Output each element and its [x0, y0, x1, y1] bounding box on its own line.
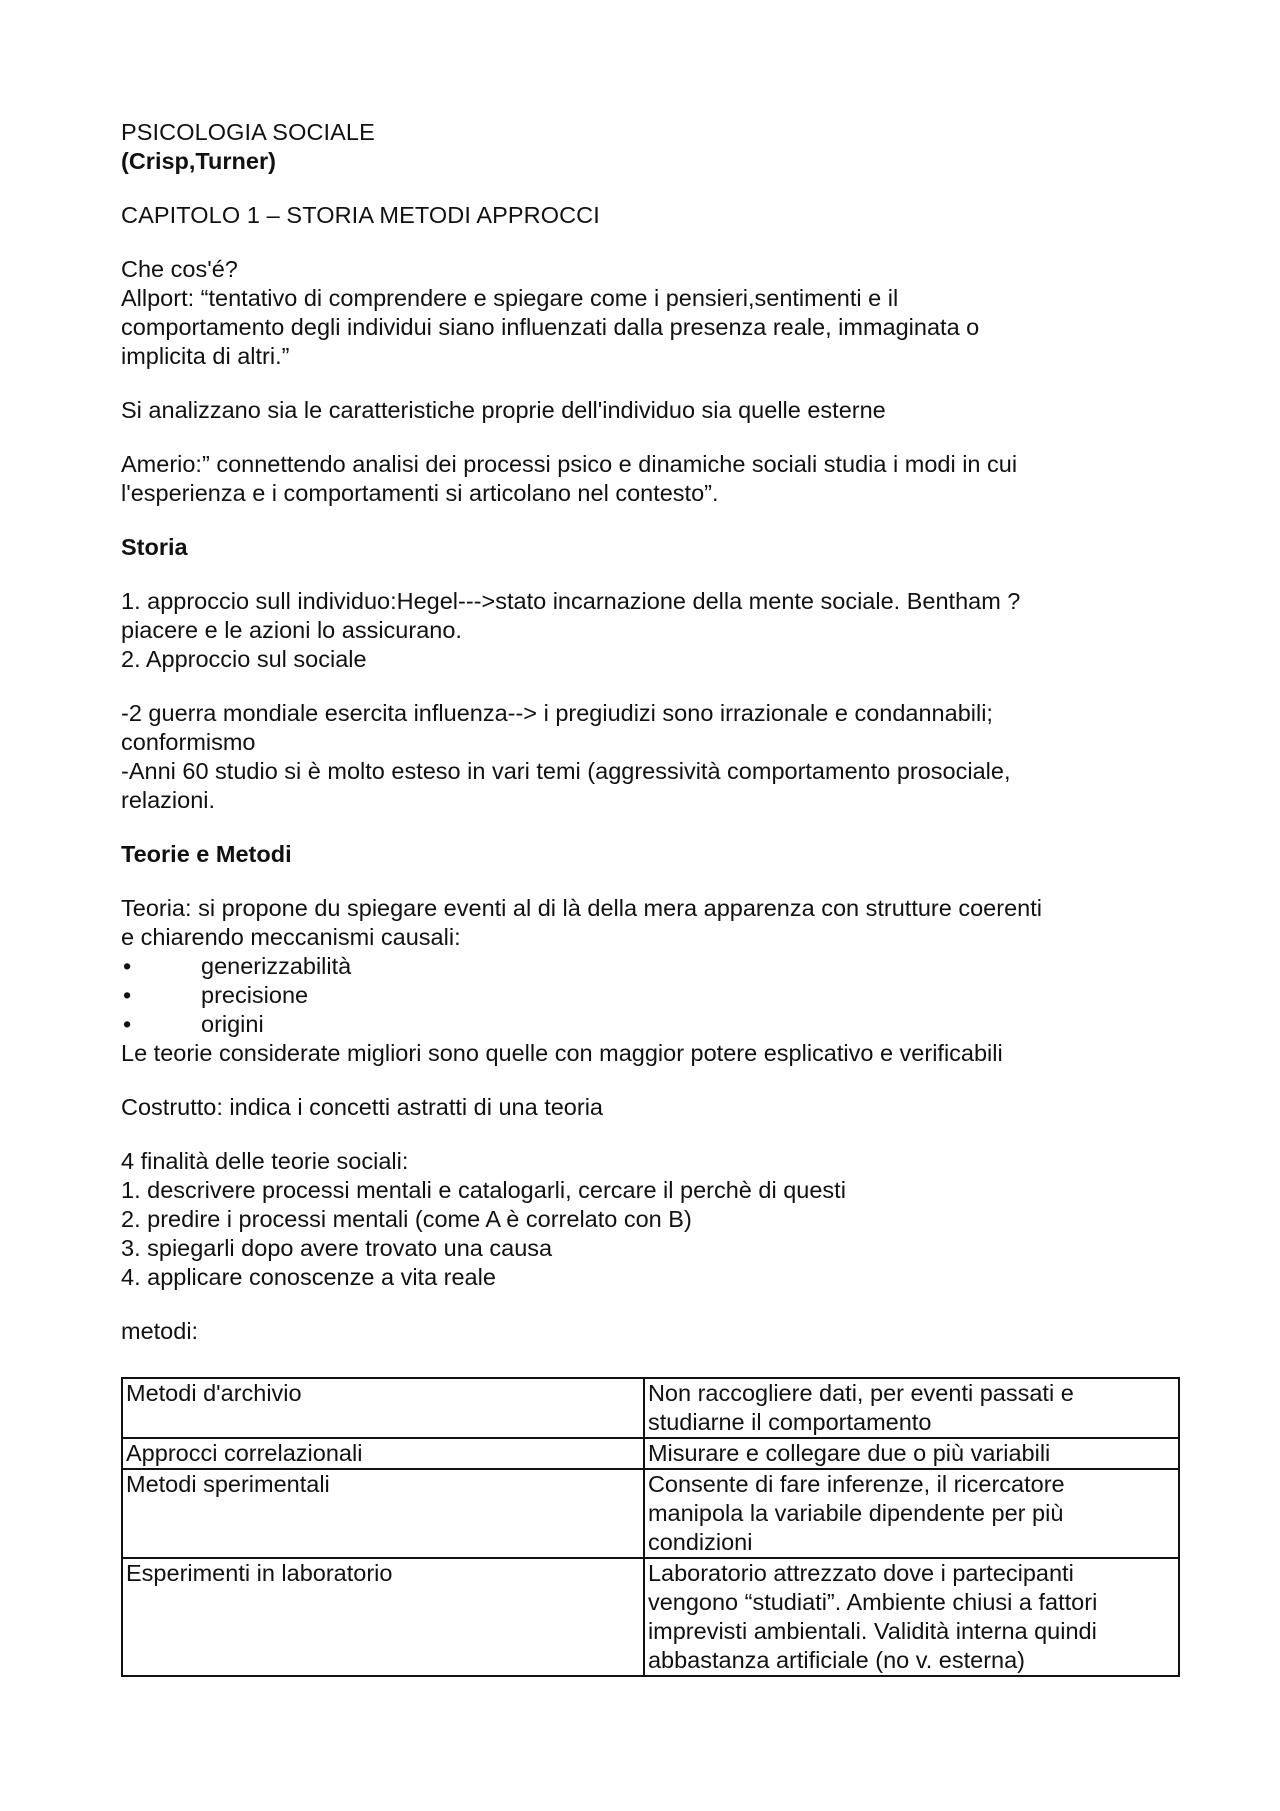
finalita-item: 2. predire i processi mentali (come A è correlato con B) — [121, 1206, 692, 1232]
teoria-definition-line: Teoria: si propone du spiegare eventi al di là della mera apparenza con strutture coerenti — [121, 895, 1042, 921]
costrutto-sentence: Costrutto: indica i concetti astratti di una teoria — [121, 1094, 603, 1120]
list-item — [121, 981, 1181, 1010]
bullet-icon: • — [123, 982, 132, 1008]
storia-note-line: -Anni 60 studio si è molto esteso in vari temi (aggressività comportamento prosociale, — [121, 758, 1011, 784]
storia-note-line: relazioni. — [121, 787, 216, 813]
description-line: imprevisti ambientali. Validità interna quindi — [647, 1618, 1097, 1644]
document-title: PSICOLOGIA SOCIALE — [121, 119, 375, 145]
analysis-paragraph: Si analizzano sia le caratteristiche proprie dell'individuo sia quelle esterne — [121, 397, 886, 423]
document-page — [121, 118, 1181, 1677]
allport-quote-line: Allport: “tentativo di comprendere e spiegare come i pensieri,sentimenti e il — [121, 285, 899, 311]
list-item-label: precisione — [201, 982, 309, 1008]
allport-quote-line: implicita di altri.” — [121, 343, 290, 369]
finalita-item: 1. descrivere processi mentali e catalogarli, cercare il perchè di questi — [121, 1177, 846, 1203]
metodi-label: metodi: — [121, 1318, 199, 1344]
description-line: abbastanza artificiale (no v. esterna) — [647, 1647, 1026, 1673]
methods-table — [121, 1377, 1180, 1677]
table-row — [122, 1558, 1179, 1676]
intro-question: Che cos'é? — [121, 256, 238, 282]
description-line: Misurare e collegare due o più variabili — [647, 1440, 1051, 1466]
method-cell: Approcci correlazionali — [122, 1438, 644, 1469]
finalita-item: 4. applicare conoscenze a vita reale — [121, 1264, 496, 1290]
description-cell — [644, 1558, 1179, 1676]
table-row — [122, 1378, 1179, 1438]
description-line: Consente di fare inferenze, il ricercatore — [647, 1471, 1065, 1497]
storia-heading: Storia — [121, 534, 188, 560]
list-item-label: generizzabilità — [201, 953, 352, 979]
description-line: studiarne il comportamento — [647, 1409, 932, 1435]
teorie-best-sentence: Le teorie considerate migliori sono quelle con maggior potere esplicativo e verificabili — [121, 1040, 1003, 1066]
description-line: Laboratorio attrezzato dove i partecipanti — [647, 1560, 1074, 1586]
list-item — [121, 952, 1181, 981]
description-cell — [644, 1438, 1179, 1469]
description-line: vengono “studiati”. Ambiente chiusi a fattori — [647, 1589, 1098, 1615]
finalita-intro: 4 finalità delle teorie sociali: — [121, 1148, 409, 1174]
amerio-quote-line: l'esperienza e i comportamenti si articolano nel contesto”. — [121, 480, 719, 506]
table-row — [122, 1469, 1179, 1558]
bullet-icon: • — [123, 1011, 132, 1037]
finalita-item: 3. spiegarli dopo avere trovato una causa — [121, 1235, 553, 1261]
method-cell: Metodi d'archivio — [122, 1378, 644, 1438]
description-cell — [644, 1469, 1179, 1558]
method-cell: Metodi sperimentali — [122, 1469, 644, 1558]
teorie-heading: Teorie e Metodi — [121, 841, 292, 867]
table-row — [122, 1438, 1179, 1469]
bullet-icon: • — [123, 953, 132, 979]
storia-note-line: conformismo — [121, 729, 256, 755]
storia-point-line: 2. Approccio sul sociale — [121, 646, 367, 672]
description-cell — [644, 1378, 1179, 1438]
list-item — [121, 1010, 1181, 1039]
storia-point-line: piacere e le azioni lo assicurano. — [121, 617, 462, 643]
storia-note-line: -2 guerra mondiale esercita influenza--> i pregiudizi sono irrazionale e condannabili; — [121, 700, 993, 726]
description-line: condizioni — [647, 1529, 753, 1555]
amerio-quote-line: Amerio:” connettendo analisi dei processi psico e dinamiche sociali studia i modi in cui — [121, 451, 1018, 477]
method-cell: Esperimenti in laboratorio — [122, 1558, 644, 1676]
description-line: Non raccogliere dati, per eventi passati e — [647, 1380, 1074, 1406]
list-item-label: origini — [201, 1011, 264, 1037]
allport-quote-line: comportamento degli individui siano influenzati dalla presenza reale, immaginata o — [121, 314, 980, 340]
description-line: manipola la variabile dipendente per più — [647, 1500, 1064, 1526]
chapter-title: CAPITOLO 1 – STORIA METODI APPROCCI — [121, 202, 600, 228]
storia-point-line: 1. approccio sull individuo:Hegel--->stato incarnazione della mente sociale. Bentham ? — [121, 588, 1021, 614]
document-authors: (Crisp,Turner) — [121, 148, 276, 174]
teoria-definition-line: e chiarendo meccanismi causali: — [121, 924, 461, 950]
